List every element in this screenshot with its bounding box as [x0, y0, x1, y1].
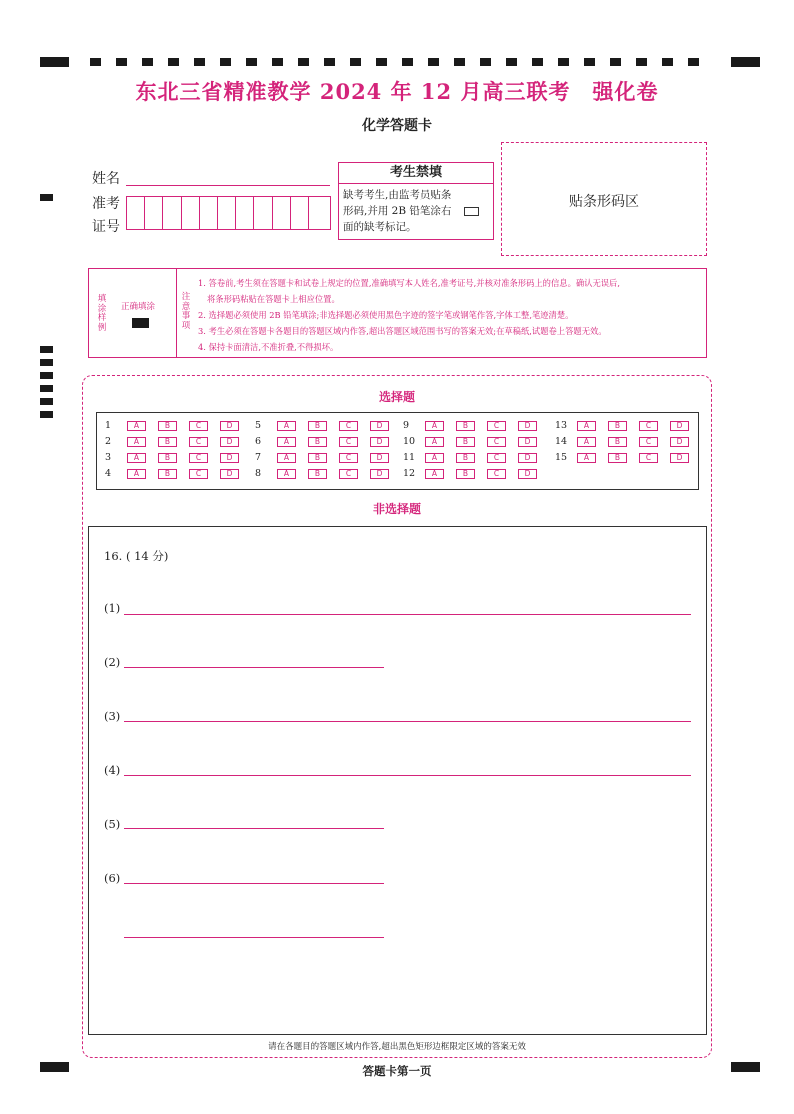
choice-bubble[interactable]: B — [158, 437, 177, 447]
choice-bubble[interactable]: A — [277, 453, 296, 463]
sub-question-4-label: (4) — [104, 763, 121, 777]
sub-question-1-line[interactable] — [124, 614, 691, 615]
choice-bubble[interactable]: C — [189, 421, 208, 431]
sheet-subtitle: 化学答题卡 — [362, 118, 432, 134]
choice-bubble[interactable]: B — [158, 421, 177, 431]
question-number: 9 — [403, 420, 410, 431]
choice-bubble[interactable]: D — [670, 453, 689, 463]
sub-question-3-line[interactable] — [124, 721, 691, 722]
choice-bubble[interactable]: A — [577, 453, 596, 463]
question-number: 11 — [403, 452, 416, 463]
choice-bubble[interactable]: C — [639, 453, 658, 463]
choice-bubble[interactable]: C — [487, 453, 506, 463]
choice-bubble[interactable]: B — [456, 453, 475, 463]
choice-bubble[interactable]: B — [608, 453, 627, 463]
choice-bubble[interactable]: A — [577, 421, 596, 431]
choice-bubble[interactable]: C — [189, 437, 208, 447]
choice-bubble[interactable]: D — [670, 421, 689, 431]
absent-box — [338, 162, 494, 240]
choice-bubble[interactable]: A — [277, 437, 296, 447]
choice-bubble[interactable]: D — [220, 469, 239, 479]
barcode-label: 贴条形码区 — [569, 194, 639, 210]
correct-fill-label: 正确填涂 — [121, 302, 156, 312]
notes-box — [88, 268, 707, 358]
note-item-1b: 将条形码粘贴在答题卡上相应位置。 — [207, 294, 340, 304]
question-number: 1 — [105, 420, 112, 431]
id-label-2: 证号 — [92, 219, 120, 235]
choice-bubble[interactable]: B — [308, 469, 327, 479]
choice-bubble[interactable]: D — [370, 437, 389, 447]
choice-bubble[interactable]: A — [127, 453, 146, 463]
sub-question-6-label: (6) — [104, 871, 121, 885]
choice-bubble[interactable]: A — [425, 469, 444, 479]
choice-bubble[interactable]: A — [127, 421, 146, 431]
choice-bubble[interactable]: D — [370, 469, 389, 479]
question-number: 8 — [255, 468, 262, 479]
filled-mark-example — [132, 318, 149, 328]
choice-bubble[interactable]: C — [189, 469, 208, 479]
barcode-area — [501, 142, 707, 256]
fill-example-label: 填涂样例 — [97, 294, 107, 333]
choice-bubble[interactable]: B — [308, 421, 327, 431]
sub-question-2-label: (2) — [104, 655, 121, 669]
sub-question-5-line[interactable] — [124, 828, 384, 829]
choice-bubble[interactable]: B — [456, 421, 475, 431]
choice-bubble[interactable]: C — [339, 469, 358, 479]
question-number: 15 — [555, 452, 568, 463]
question-number: 4 — [105, 468, 112, 479]
sub-question-3-label: (3) — [104, 709, 121, 723]
choice-bubble[interactable]: B — [308, 437, 327, 447]
name-label: 姓名 — [92, 171, 120, 187]
choice-section-title: 选择题 — [378, 390, 415, 404]
question-number: 10 — [403, 436, 416, 447]
choice-bubble[interactable]: C — [639, 437, 658, 447]
sub-question-1-label: (1) — [104, 601, 121, 615]
page-label: 答题卡第一页 — [362, 1064, 432, 1078]
note-item-1: 1. 答卷前,考生须在答题卡和试卷上规定的位置,准确填写本人姓名,准考证号,并核对准条形码上的信息。确认无误后, — [198, 278, 620, 288]
choice-bubble[interactable]: A — [277, 421, 296, 431]
choice-bubble[interactable]: A — [577, 437, 596, 447]
choice-bubble[interactable]: C — [487, 469, 506, 479]
note-item-3: 3. 考生必须在答题卡各题目的答题区域内作答,超出答题区域范围书写的答案无效;在草稿纸,试题卷上答题无效。 — [198, 326, 607, 336]
choice-bubble[interactable]: C — [339, 437, 358, 447]
question-number: 13 — [555, 420, 568, 431]
sub-question-2-line[interactable] — [124, 667, 384, 668]
sub-question-5-label: (5) — [104, 817, 121, 831]
question-number: 3 — [105, 452, 112, 463]
choice-bubble[interactable]: A — [425, 437, 444, 447]
footer-note: 请在各题目的答题区域内作答,超出黑色矩形边框限定区域的答案无效 — [268, 1042, 526, 1052]
note-item-2: 2. 选择题必须使用 2B 铅笔填涂;非选择题必须使用黑色字迹的签字笔或钢笔作答,字体工整,笔迹清楚。 — [198, 310, 574, 320]
choice-bubble[interactable]: B — [608, 437, 627, 447]
choice-bubble[interactable]: C — [339, 453, 358, 463]
name-field[interactable] — [126, 185, 330, 186]
question-16-answer-area[interactable] — [88, 526, 707, 1035]
choice-bubble[interactable]: A — [425, 421, 444, 431]
choice-bubble[interactable]: C — [639, 421, 658, 431]
sub-question-6-line-2[interactable] — [124, 937, 384, 938]
choice-bubble[interactable]: D — [518, 453, 537, 463]
question-number: 12 — [403, 468, 416, 479]
nonchoice-section-title: 非选择题 — [372, 502, 421, 516]
choice-bubble[interactable]: D — [370, 421, 389, 431]
question-16-header: 16. ( 14 分) — [104, 549, 169, 563]
absent-box-text: 缺考考生,由监考员贴条形码,并用 2B 铅笔涂右面的缺考标记。 — [343, 189, 452, 233]
choice-bubble[interactable]: B — [308, 453, 327, 463]
question-number: 14 — [555, 436, 568, 447]
question-number: 5 — [255, 420, 262, 431]
choice-bubble[interactable]: B — [158, 453, 177, 463]
question-number: 6 — [255, 436, 262, 447]
absent-mark-box[interactable] — [464, 207, 479, 216]
choice-bubble[interactable]: A — [127, 469, 146, 479]
choice-bubble[interactable]: A — [277, 469, 296, 479]
choice-bubble[interactable]: D — [670, 437, 689, 447]
sub-question-4-line[interactable] — [124, 775, 691, 776]
choice-bubble[interactable]: D — [220, 437, 239, 447]
absent-box-title: 考生禁填 — [339, 163, 493, 184]
choice-bubble[interactable]: D — [518, 469, 537, 479]
choice-bubble[interactable]: B — [158, 469, 177, 479]
choice-bubble[interactable]: D — [220, 453, 239, 463]
exam-id-boxes[interactable] — [126, 196, 331, 230]
choice-bubble[interactable]: C — [487, 437, 506, 447]
choice-bubble[interactable]: D — [370, 453, 389, 463]
note-item-4: 4. 保持卡面清洁,不准折叠,不得损坏。 — [198, 342, 339, 352]
sub-question-6-line[interactable] — [124, 883, 384, 884]
exam-title: 东北三省精准教学 2024 年 12 月高三联考 强化卷 — [135, 79, 659, 104]
choice-bubble[interactable]: D — [220, 421, 239, 431]
choice-bubble[interactable]: D — [518, 437, 537, 447]
id-label-1: 准考 — [92, 196, 120, 212]
question-number: 2 — [105, 436, 112, 447]
notes-label: 注意事项 — [181, 292, 191, 331]
choice-bubble[interactable]: B — [456, 469, 475, 479]
choice-bubble[interactable]: A — [425, 453, 444, 463]
choice-bubble[interactable]: D — [518, 421, 537, 431]
choice-bubble[interactable]: B — [456, 437, 475, 447]
choice-bubble[interactable]: C — [487, 421, 506, 431]
choice-bubble[interactable]: C — [339, 421, 358, 431]
question-number: 7 — [255, 452, 262, 463]
choice-bubble[interactable]: C — [189, 453, 208, 463]
choice-bubble[interactable]: A — [127, 437, 146, 447]
choice-bubble[interactable]: B — [608, 421, 627, 431]
